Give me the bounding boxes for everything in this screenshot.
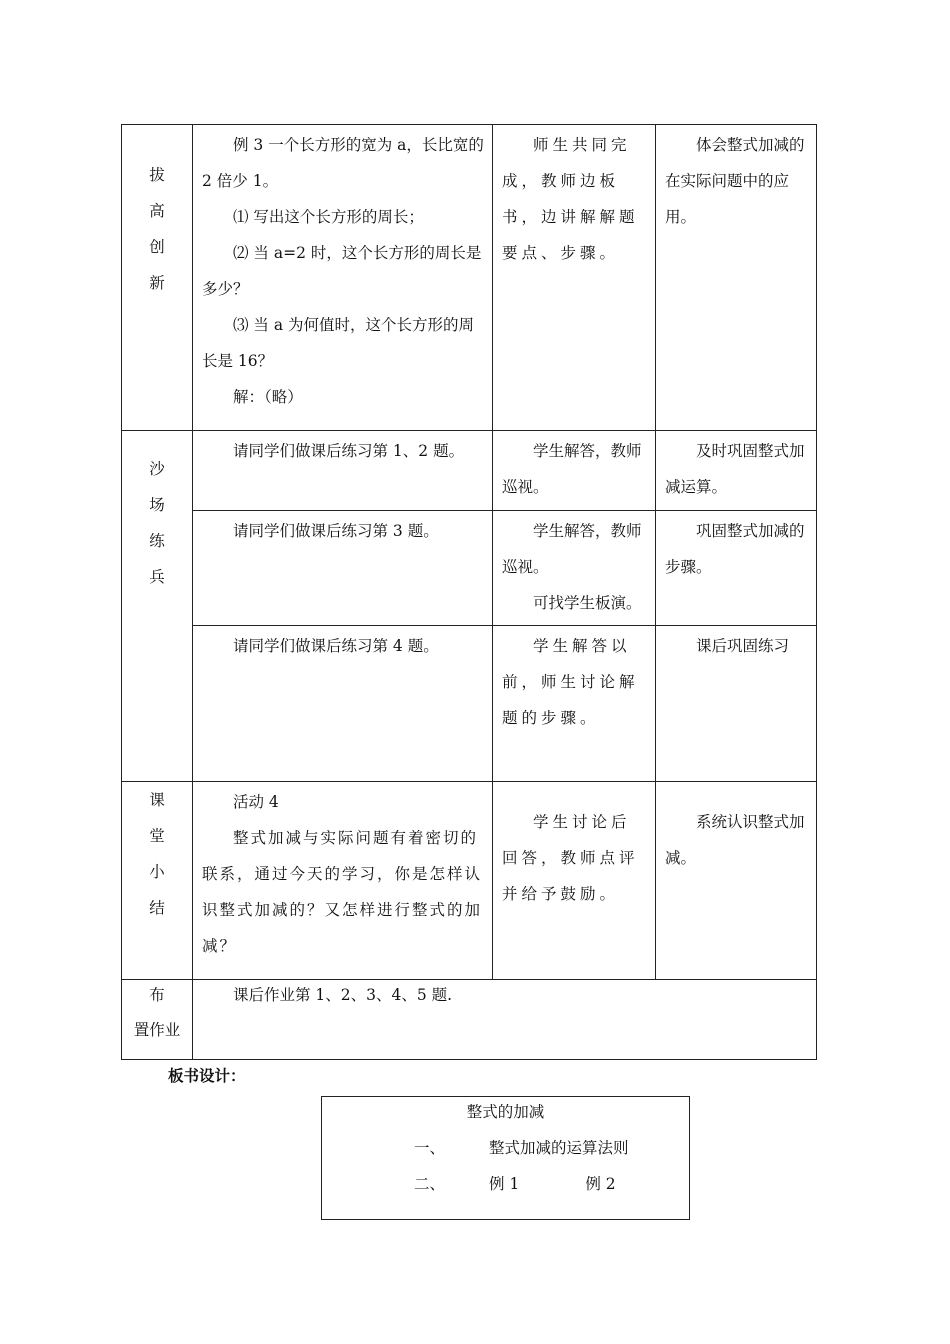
stage-char: 堂 [149,827,165,845]
purpose-text: 及时巩固整式加减运算。 [665,442,805,496]
exercise-text: 请同学们做课后练习第 1、2 题。 [233,442,465,460]
board-line-text: 整式加减的运算法则 [489,1139,629,1157]
board-design-box [321,1096,690,1220]
table-row [122,980,817,1060]
board-line-2 [414,1172,616,1194]
solution-text: 解：（略） [233,388,303,406]
stage-cell-practice [122,431,193,782]
stage-char: 课 [149,791,165,809]
stage-char: 置作业 [133,1021,181,1039]
question-2: ⑵ 当 a=2 时，这个长方形的周长是多少？ [202,244,482,298]
table-row [122,511,817,626]
teacher-activity: 师生共同完成，教师边板书，边讲解解题要点、步骤。 [502,136,639,262]
stage-char: 高 [149,202,165,220]
question-1: ⑴ 写出这个长方形的周长； [233,208,424,226]
purpose-cell-improve [656,125,817,431]
stage-char: 练 [149,532,165,550]
teacher-cell [493,511,656,626]
content-cell [193,626,493,782]
board-title: 整式的加减 [466,1103,545,1121]
teacher-cell-summary [493,782,656,980]
stage-char: 沙 [149,460,165,478]
table-row [122,431,817,511]
summary-text: 整式加减与实际问题有着密切的联系，通过今天的学习，你是怎样认识整式加减的？又怎样进行整式的加减？ [202,829,483,955]
board-example-2: 例 2 [585,1175,616,1193]
stage-cell-homework [122,980,193,1060]
teacher-activity: 可找学生板演。 [533,594,642,612]
board-line-1 [414,1136,629,1158]
table-row [122,626,817,782]
purpose-text: 体会整式加减的在实际问题中的应用。 [665,136,805,226]
exercise-text: 请同学们做课后练习第 4 题。 [233,637,439,655]
question-3: ⑶ 当 a 为何值时，这个长方形的周长是 16？ [202,316,475,370]
teacher-activity: 学生解答，教师巡视。 [502,442,642,496]
stage-char: 布 [149,986,165,1004]
purpose-cell-summary [656,782,817,980]
purpose-cell [656,511,817,626]
stage-cell-summary [122,782,193,980]
board-line-number: 一、 [414,1139,446,1157]
example-text: 例 3 一个长方形的宽为 a，长比宽的 2 倍少 1。 [202,136,484,190]
content-cell-homework [193,980,817,1060]
purpose-text: 课后巩固练习 [696,637,790,655]
stage-char: 创 [149,238,165,256]
purpose-text: 系统认识整式加减。 [665,813,805,867]
teacher-cell [493,626,656,782]
activity-title: 活动 4 [233,793,279,811]
stage-char: 拔 [149,166,165,184]
stage-char: 场 [149,496,165,514]
purpose-cell [656,626,817,782]
stage-char: 新 [149,274,165,292]
homework-text: 课后作业第 1、2、3、4、5 题. [233,986,453,1004]
stage-char: 兵 [149,568,165,586]
content-cell-improve [193,125,493,431]
table-row [122,782,817,980]
stage-cell-improve [122,125,193,431]
purpose-cell [656,431,817,511]
content-cell [193,431,493,511]
table-row [122,125,817,431]
board-line-number: 二、 [414,1175,446,1193]
purpose-text: 巩固整式加减的步骤。 [665,522,805,576]
teacher-cell [493,431,656,511]
exercise-text: 请同学们做课后练习第 3 题。 [233,522,439,540]
teacher-activity: 学生解答以前，师生讨论解题的步骤。 [502,637,639,727]
lesson-table [121,124,817,1060]
stage-char: 结 [149,899,165,917]
teacher-activity: 学生解答，教师巡视。 [502,522,642,576]
stage-char: 小 [149,863,165,881]
board-design-label: 板书设计： [168,1067,246,1085]
board-example-1: 例 1 [489,1175,520,1193]
content-cell [193,511,493,626]
teacher-activity: 学生讨论后回答，教师点评并给予鼓励。 [502,813,639,903]
teacher-cell-improve [493,125,656,431]
content-cell-summary [193,782,493,980]
